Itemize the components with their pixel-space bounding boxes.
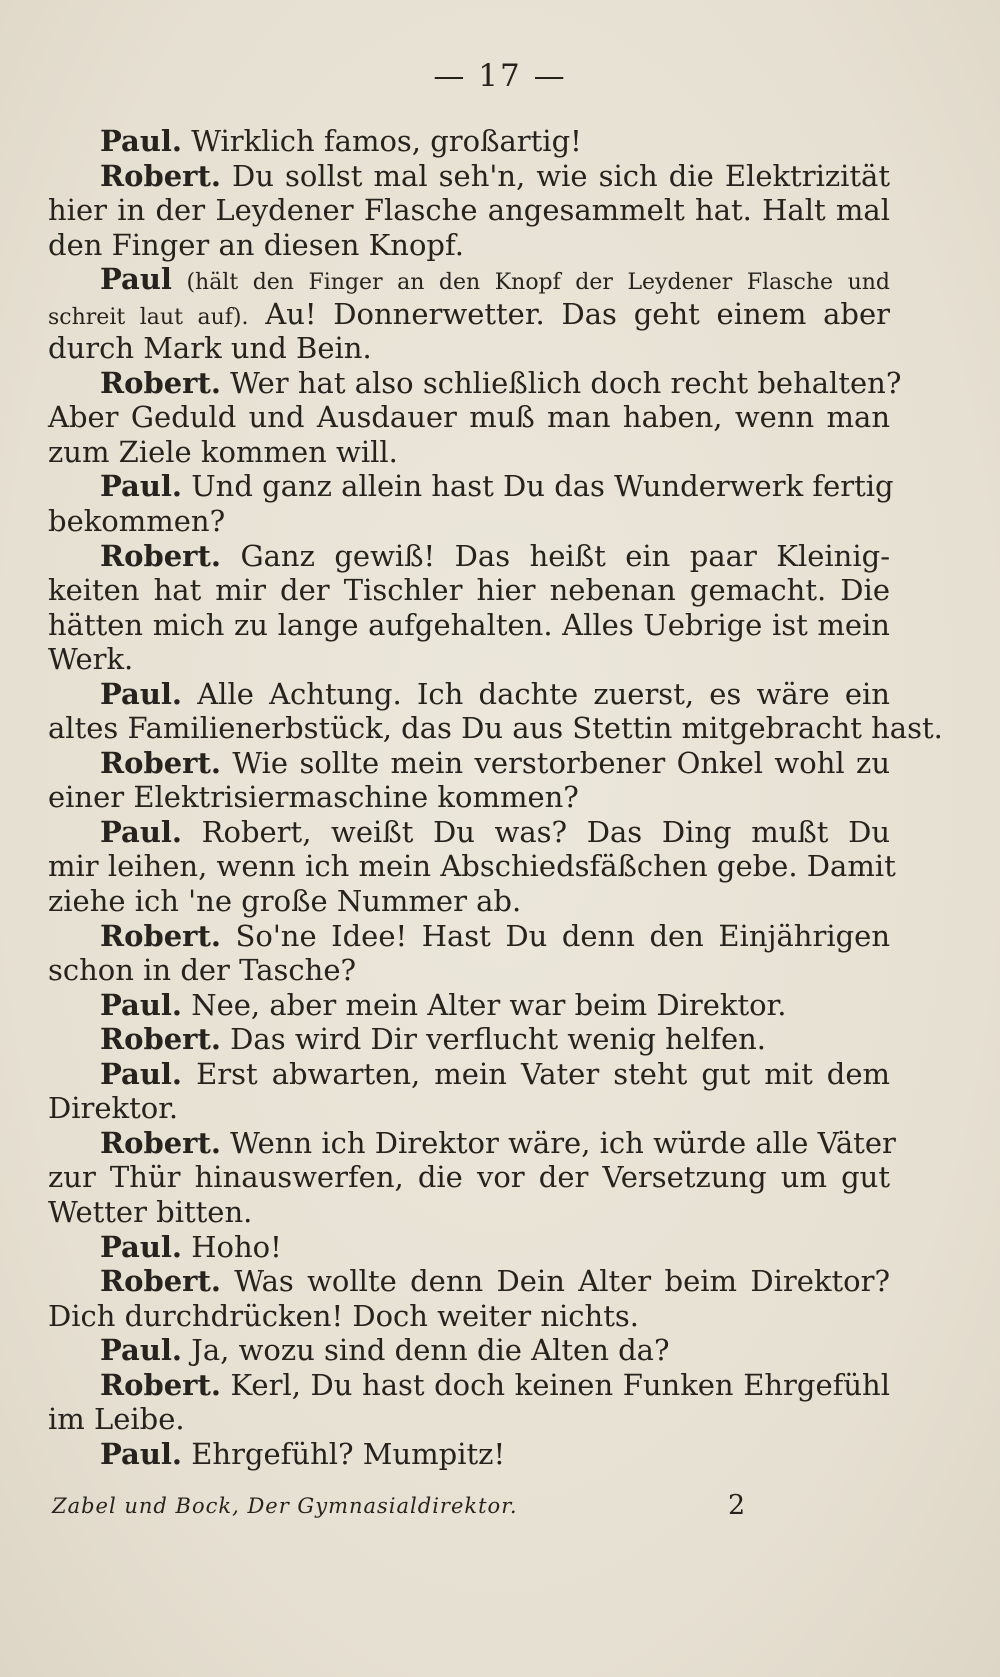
sheet-signature: 2 (728, 1490, 746, 1521)
text-line (48, 677, 890, 712)
speaker-name: Robert. (100, 1022, 221, 1057)
text-line (48, 608, 890, 643)
line-text: Ganz gewiß! Das heißt ein paar Kleinig- (220, 538, 890, 573)
speaker-name: Robert. (100, 918, 221, 953)
text-line (48, 1437, 890, 1472)
line-text: im Leibe. (48, 1402, 185, 1437)
text-line (48, 159, 890, 194)
line-text: Und ganz allein hast Du das Wunderwerk fertig (182, 469, 894, 504)
text-line (48, 1333, 890, 1368)
line-text: Das wird Dir verflucht wenig helfen. (220, 1022, 767, 1057)
line-text: Ja, wozu sind denn die Alten da? (182, 1333, 670, 1368)
text-line (48, 573, 890, 608)
line-text: So'ne Idee! Hast Du denn den Einjährigen (220, 918, 890, 953)
text-line (48, 953, 890, 988)
text-line (48, 1368, 890, 1403)
speaker-name: Paul. (100, 814, 183, 849)
text-line (48, 884, 890, 919)
footer-imprint: Zabel und Bock, Der Gymnasialdirektor. (52, 1494, 518, 1518)
line-text: Direktor. (48, 1091, 179, 1126)
text-line (48, 469, 894, 504)
line-text: mir leihen, wenn ich mein Abschiedsfäßchen gebe. Damit (48, 849, 896, 884)
speaker-name: Robert. (100, 1367, 221, 1402)
line-text: zum Ziele kommen will. (48, 434, 398, 469)
line-text: hier in der Leydener Flasche angesammelt hat. Halt mal (48, 193, 890, 228)
speaker-name: Paul. (100, 1333, 183, 1368)
speaker-name: Paul. (100, 469, 183, 504)
line-text: ziehe ich 'ne große Nummer ab. (48, 884, 522, 919)
line-text: einer Elektrisiermaschine kommen? (48, 780, 579, 815)
speaker-name: Robert. (100, 1264, 221, 1299)
line-text: Werk. (48, 642, 134, 677)
line-text: hätten mich zu lange aufgehalten. Alles Uebrige ist mein (48, 607, 890, 642)
speaker-name: Paul. (100, 124, 183, 158)
line-text: bekommen? (48, 504, 226, 539)
speaker-name: Paul (100, 262, 172, 297)
dialogue-text (48, 124, 943, 1471)
speaker-name: Paul. (100, 1056, 183, 1091)
text-line (48, 1160, 890, 1195)
speaker-name: Robert. (100, 158, 221, 193)
line-text: Wie sollte mein verstorbener Onkel wohl zu (220, 745, 890, 780)
text-line (48, 539, 890, 574)
line-text: keiten hat mir der Tischler hier nebenan gemacht. Die (48, 573, 890, 608)
line-text: Erst abwarten, mein Vater steht gut mit dem (182, 1056, 890, 1091)
stage-direction: (hält den Finger an den Knopf der Leydener Flasche und (171, 270, 890, 296)
line-text: Hoho! (182, 1229, 282, 1264)
text-line (48, 919, 890, 954)
text-line (48, 988, 890, 1023)
speaker-name: Paul. (100, 1436, 183, 1471)
stage-direction: schreit laut auf). (48, 304, 249, 330)
text-line (48, 1195, 890, 1230)
text-line (48, 262, 890, 297)
line-text: schon in der Tasche? (48, 953, 357, 988)
text-line (48, 1264, 890, 1299)
speaker-name: Robert. (100, 745, 221, 780)
text-line (48, 297, 890, 332)
text-line (48, 746, 890, 781)
line-text: Aber Geduld und Ausdauer muß man haben, wenn man (48, 400, 890, 435)
line-text: durch Mark und Bein. (48, 331, 372, 366)
line-text: Kerl, Du hast doch keinen Funken Ehrgefühl (220, 1367, 890, 1402)
text-line (48, 193, 890, 228)
line-text: Wirklich famos, großartig! (182, 124, 582, 158)
text-line (48, 711, 943, 746)
speaker-name: Robert. (100, 538, 221, 573)
text-line (48, 400, 890, 435)
line-text: Wenn ich Direktor wäre, ich würde alle Väter (220, 1125, 896, 1160)
speaker-name: Paul. (100, 1229, 183, 1264)
line-text: Dich durchdrücken! Doch weiter nichts. (48, 1298, 639, 1333)
text-line (48, 331, 890, 366)
text-line (48, 1299, 890, 1334)
text-line (48, 365, 902, 401)
line-text: Robert, weißt Du was? Das Ding mußt Du (182, 814, 890, 849)
text-line (48, 815, 890, 850)
text-line (48, 780, 890, 815)
speaker-name: Paul. (100, 987, 183, 1022)
line-text: Wetter bitten. (48, 1194, 253, 1229)
line-text: Ehrgefühl? Mumpitz! (182, 1436, 506, 1471)
text-line (48, 1022, 890, 1057)
text-line (48, 124, 890, 159)
speaker-name: Paul. (100, 676, 183, 711)
text-line (48, 849, 896, 884)
text-line (48, 1402, 890, 1437)
text-line (48, 435, 890, 470)
page-number: — 17 — (433, 58, 567, 94)
line-text: den Finger an diesen Knopf. (48, 227, 464, 262)
line-text: Wer hat also schließlich doch recht behalten? (220, 365, 902, 400)
text-line (48, 504, 890, 539)
line-text: Au! Donnerwetter. Das geht einem aber (248, 296, 890, 331)
speaker-name: Robert. (100, 1125, 221, 1160)
line-text: Was wollte denn Dein Alter beim Direktor? (220, 1264, 890, 1299)
speaker-name: Robert. (100, 365, 221, 400)
text-line (48, 1057, 890, 1092)
text-line (48, 642, 890, 677)
text-line (48, 228, 890, 263)
text-line (48, 1091, 890, 1126)
line-text: altes Familienerbstück, das Du aus Stettin mitgebracht hast. (48, 711, 943, 746)
line-text: Du sollst mal seh'n, wie sich die Elektrizität (220, 158, 890, 193)
line-text: Nee, aber mein Alter war beim Direktor. (182, 987, 787, 1022)
line-text: Alle Achtung. Ich dachte zuerst, es wäre ein (182, 676, 890, 711)
line-text: zur Thür hinauswerfen, die vor der Versetzung um gut (48, 1160, 890, 1195)
text-line (48, 1125, 896, 1161)
text-line (48, 1230, 890, 1265)
